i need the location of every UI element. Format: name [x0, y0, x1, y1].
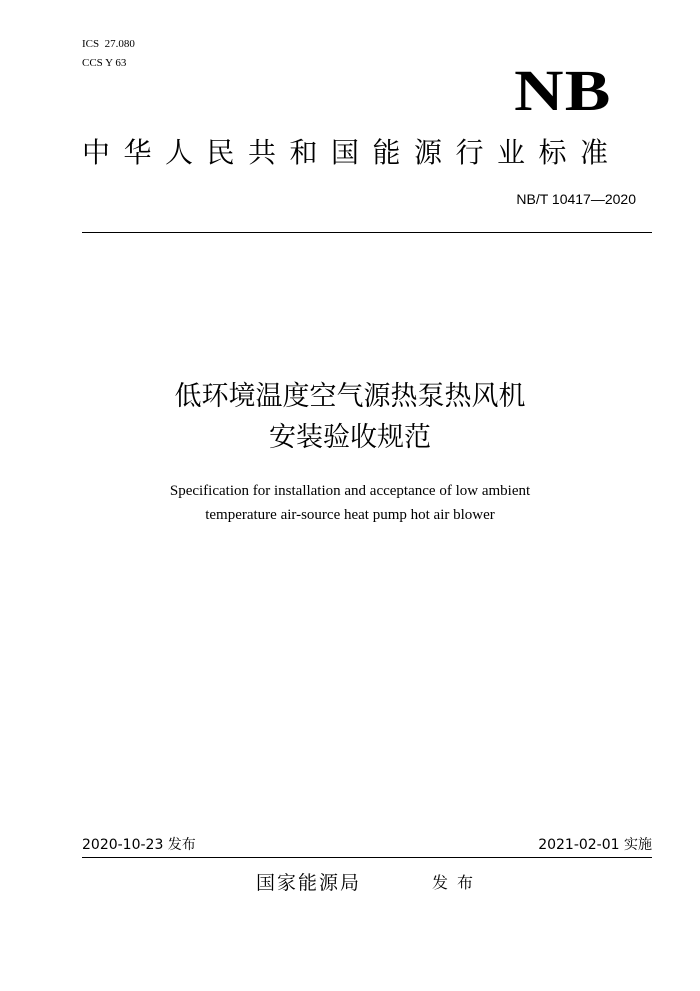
- ccs-code: CCS Y 63: [82, 57, 127, 69]
- ics-code: ICS 27.080: [82, 38, 135, 50]
- issue-date: 2020-10-23 发布: [82, 837, 196, 853]
- standard-type-heading: 中华人民共和国能源行业标准: [82, 136, 622, 169]
- footer-divider: [82, 857, 652, 858]
- issuer-name: 国家能源局: [256, 872, 362, 894]
- title-english-line-2: temperature air-source heat pump hot air blower: [205, 507, 495, 523]
- implementation-date: 2021-02-01 实施: [538, 837, 652, 853]
- title-chinese-line-1: 低环境温度空气源热泵热风机: [174, 381, 526, 412]
- title-english-line-1: Specification for installation and acceptance of low ambient: [169, 483, 531, 499]
- issuer-verb: 发布: [432, 873, 483, 892]
- standard-number: NB/T 10417—2020: [516, 191, 636, 207]
- nb-logo: NB: [514, 58, 612, 123]
- header-divider: [82, 232, 652, 233]
- title-chinese-line-2: 安装验收规范: [269, 422, 431, 453]
